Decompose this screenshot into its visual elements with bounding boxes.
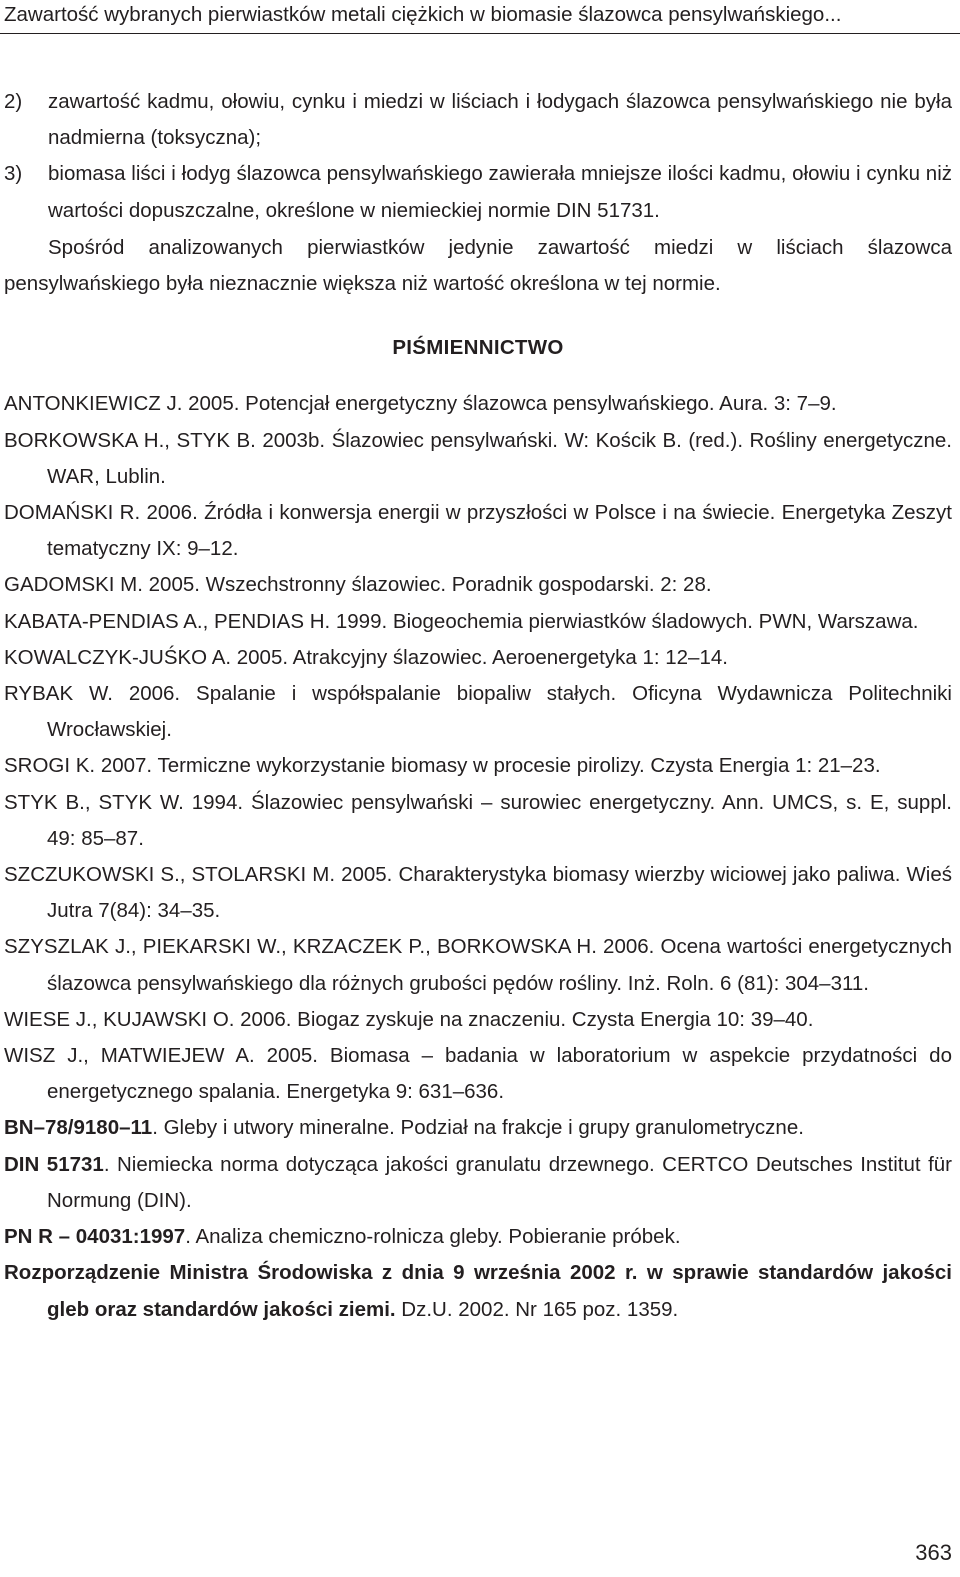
reference-title: Biogeochemia pierwiastków śladowych. PWN, Warszawa. [392, 609, 919, 633]
reference-item [4, 857, 952, 929]
reference-item [4, 604, 952, 640]
reference-authors: SZCZUKOWSKI S., STOLARSKI M. 2005. [4, 863, 393, 887]
reference-title: Spalanie i współspalanie biopaliw stałych. Oficyna Wydawnicza Politechniki Wrocławskiej. [47, 682, 952, 742]
reference-item [4, 785, 952, 857]
conclusion-text: biomasa liści i łodyg ślazowca pensylwańskiego zawierała mniejsze ilości kadmu, ołowiu i cynku niż wartości dopuszczalne, określone w niemieckiej normie DIN 51731. [48, 162, 952, 222]
reference-item [4, 495, 952, 567]
reference-item [4, 1002, 952, 1038]
reference-authors: DOMAŃSKI R. 2006. [4, 501, 198, 525]
reference-title: Ślazowiec pensylwański. W: Kościk B. (red.). Rośliny energetyczne. WAR, Lublin. [47, 428, 952, 488]
reference-item [4, 386, 952, 422]
reference-title: Ocena wartości energetycznych ślazowca pensylwańskiego dla różnych grubości pędów rośliny. Inż. Roln. 6 (81): 304–311. [47, 935, 952, 995]
conclusion-item [4, 84, 952, 156]
header-rule [0, 33, 960, 34]
reference-item [4, 423, 952, 495]
standard-item [4, 1255, 952, 1327]
reference-item [4, 567, 952, 603]
reference-authors: KABATA-PENDIAS A., PENDIAS H. 1999. [4, 609, 388, 633]
standard-item [4, 1110, 952, 1146]
reference-title: Źródła i konwersja energii w przyszłości w Polsce i na świecie. Energetyka Zeszyt tematyczny IX: 9–12. [47, 501, 952, 561]
reference-authors: BORKOWSKA H., STYK B. 2003b. [4, 428, 326, 452]
reference-title: Biogaz zyskuje na znaczeniu. Czysta Energia 10: 39–40. [297, 1007, 814, 1031]
reference-item [4, 640, 952, 676]
conclusion-item [4, 156, 952, 228]
reference-authors: SZYSZLAK J., PIEKARSKI W., KRZACZEK P., BORKOWSKA H. 2006. [4, 935, 655, 959]
reference-item [4, 748, 952, 784]
reference-title: Ślazowiec pensylwański – surowiec energetyczny. Ann. UMCS, s. E, suppl. 49: 85–87. [47, 790, 952, 850]
reference-title: Potencjał energetyczny ślazowca pensylwańskiego. Aura. 3: 7–9. [245, 392, 837, 416]
reference-authors: SROGI K. 2007. [4, 754, 153, 778]
standard-item [4, 1147, 952, 1219]
running-header: Zawartość wybranych pierwiastków metali ciężkich w biomasie ślazowca pensylwańskiego... [4, 3, 842, 26]
reference-title: Termiczne wykorzystanie biomasy w procesie pirolizy. Czysta Energia 1: 21–23. [157, 754, 881, 778]
reference-authors: ANTONKIEWICZ J. 2005. [4, 392, 240, 416]
standard-title: . Gleby i utwory mineralne. Podział na frakcje i grupy granulometryczne. [152, 1116, 804, 1140]
reference-title: Wszechstronny ślazowiec. Poradnik gospodarski. 2: 28. [205, 573, 712, 597]
reference-title: Charakterystyka biomasy wierzby wiciowej jako paliwa. Wieś Jutra 7(84): 34–35. [47, 863, 952, 923]
closing-paragraph: Spośród analizowanych pierwiastków jedynie zawartość miedzi w liściach ślazowca pensylwańskiego była nieznacznie większa niż wartość określona w tej normie. [4, 235, 952, 296]
reference-authors: WIESE J., KUJAWSKI O. 2006. [4, 1007, 292, 1031]
standard-title: Dz.U. 2002. Nr 165 poz. 1359. [395, 1297, 679, 1321]
reference-authors: GADOMSKI M. 2005. [4, 573, 200, 597]
reference-item [4, 929, 952, 1001]
page-number: 363 [915, 1540, 952, 1565]
conclusion-text: zawartość kadmu, ołowiu, cynku i miedzi w liściach i łodygach ślazowca pensylwańskiego nie była nadmierna (toksyczna); [48, 90, 952, 150]
standard-title: . Analiza chemiczno-rolnicza gleby. Pobieranie próbek. [185, 1225, 681, 1249]
section-title: PIŚMIENNICTWO [392, 336, 564, 360]
standard-id: PN R – 04031:1997 [4, 1225, 186, 1249]
page-body [4, 84, 952, 1328]
conclusion-number: 2) [4, 90, 23, 113]
standard-id: BN–78/9180–11 [4, 1116, 153, 1140]
reference-list [4, 386, 952, 1327]
reference-authors: WISZ J., MATWIEJEW A. 2005. [4, 1044, 318, 1068]
standard-title: . Niemiecka norma dotycząca jakości granulatu drzewnego. CERTCO Deutsches Institut für Normung (DIN). [47, 1152, 952, 1212]
conclusion-number: 3) [4, 162, 23, 186]
standard-id: DIN 51731 [4, 1152, 104, 1176]
reference-item [4, 1038, 952, 1110]
standard-id: Rozporządzenie Ministra Środowiska z dnia 9 września 2002 r. w sprawie standardów jakości gleb oraz standardów jakości ziemi. [4, 1261, 952, 1321]
reference-title: Atrakcyjny ślazowiec. Aeroenergetyka 1: 12–14. [292, 645, 728, 669]
reference-authors: STYK B., STYK W. 1994. [4, 790, 244, 814]
standard-item [4, 1219, 952, 1255]
reference-authors: RYBAK W. 2006. [4, 682, 181, 706]
reference-title: Biomasa – badania w laboratorium w aspekcie przydatności do energetycznego spalania. Energetyka 9: 631–636. [47, 1044, 952, 1104]
reference-item [4, 676, 952, 748]
reference-authors: KOWALCZYK-JUŚKO A. 2005. [4, 645, 289, 669]
